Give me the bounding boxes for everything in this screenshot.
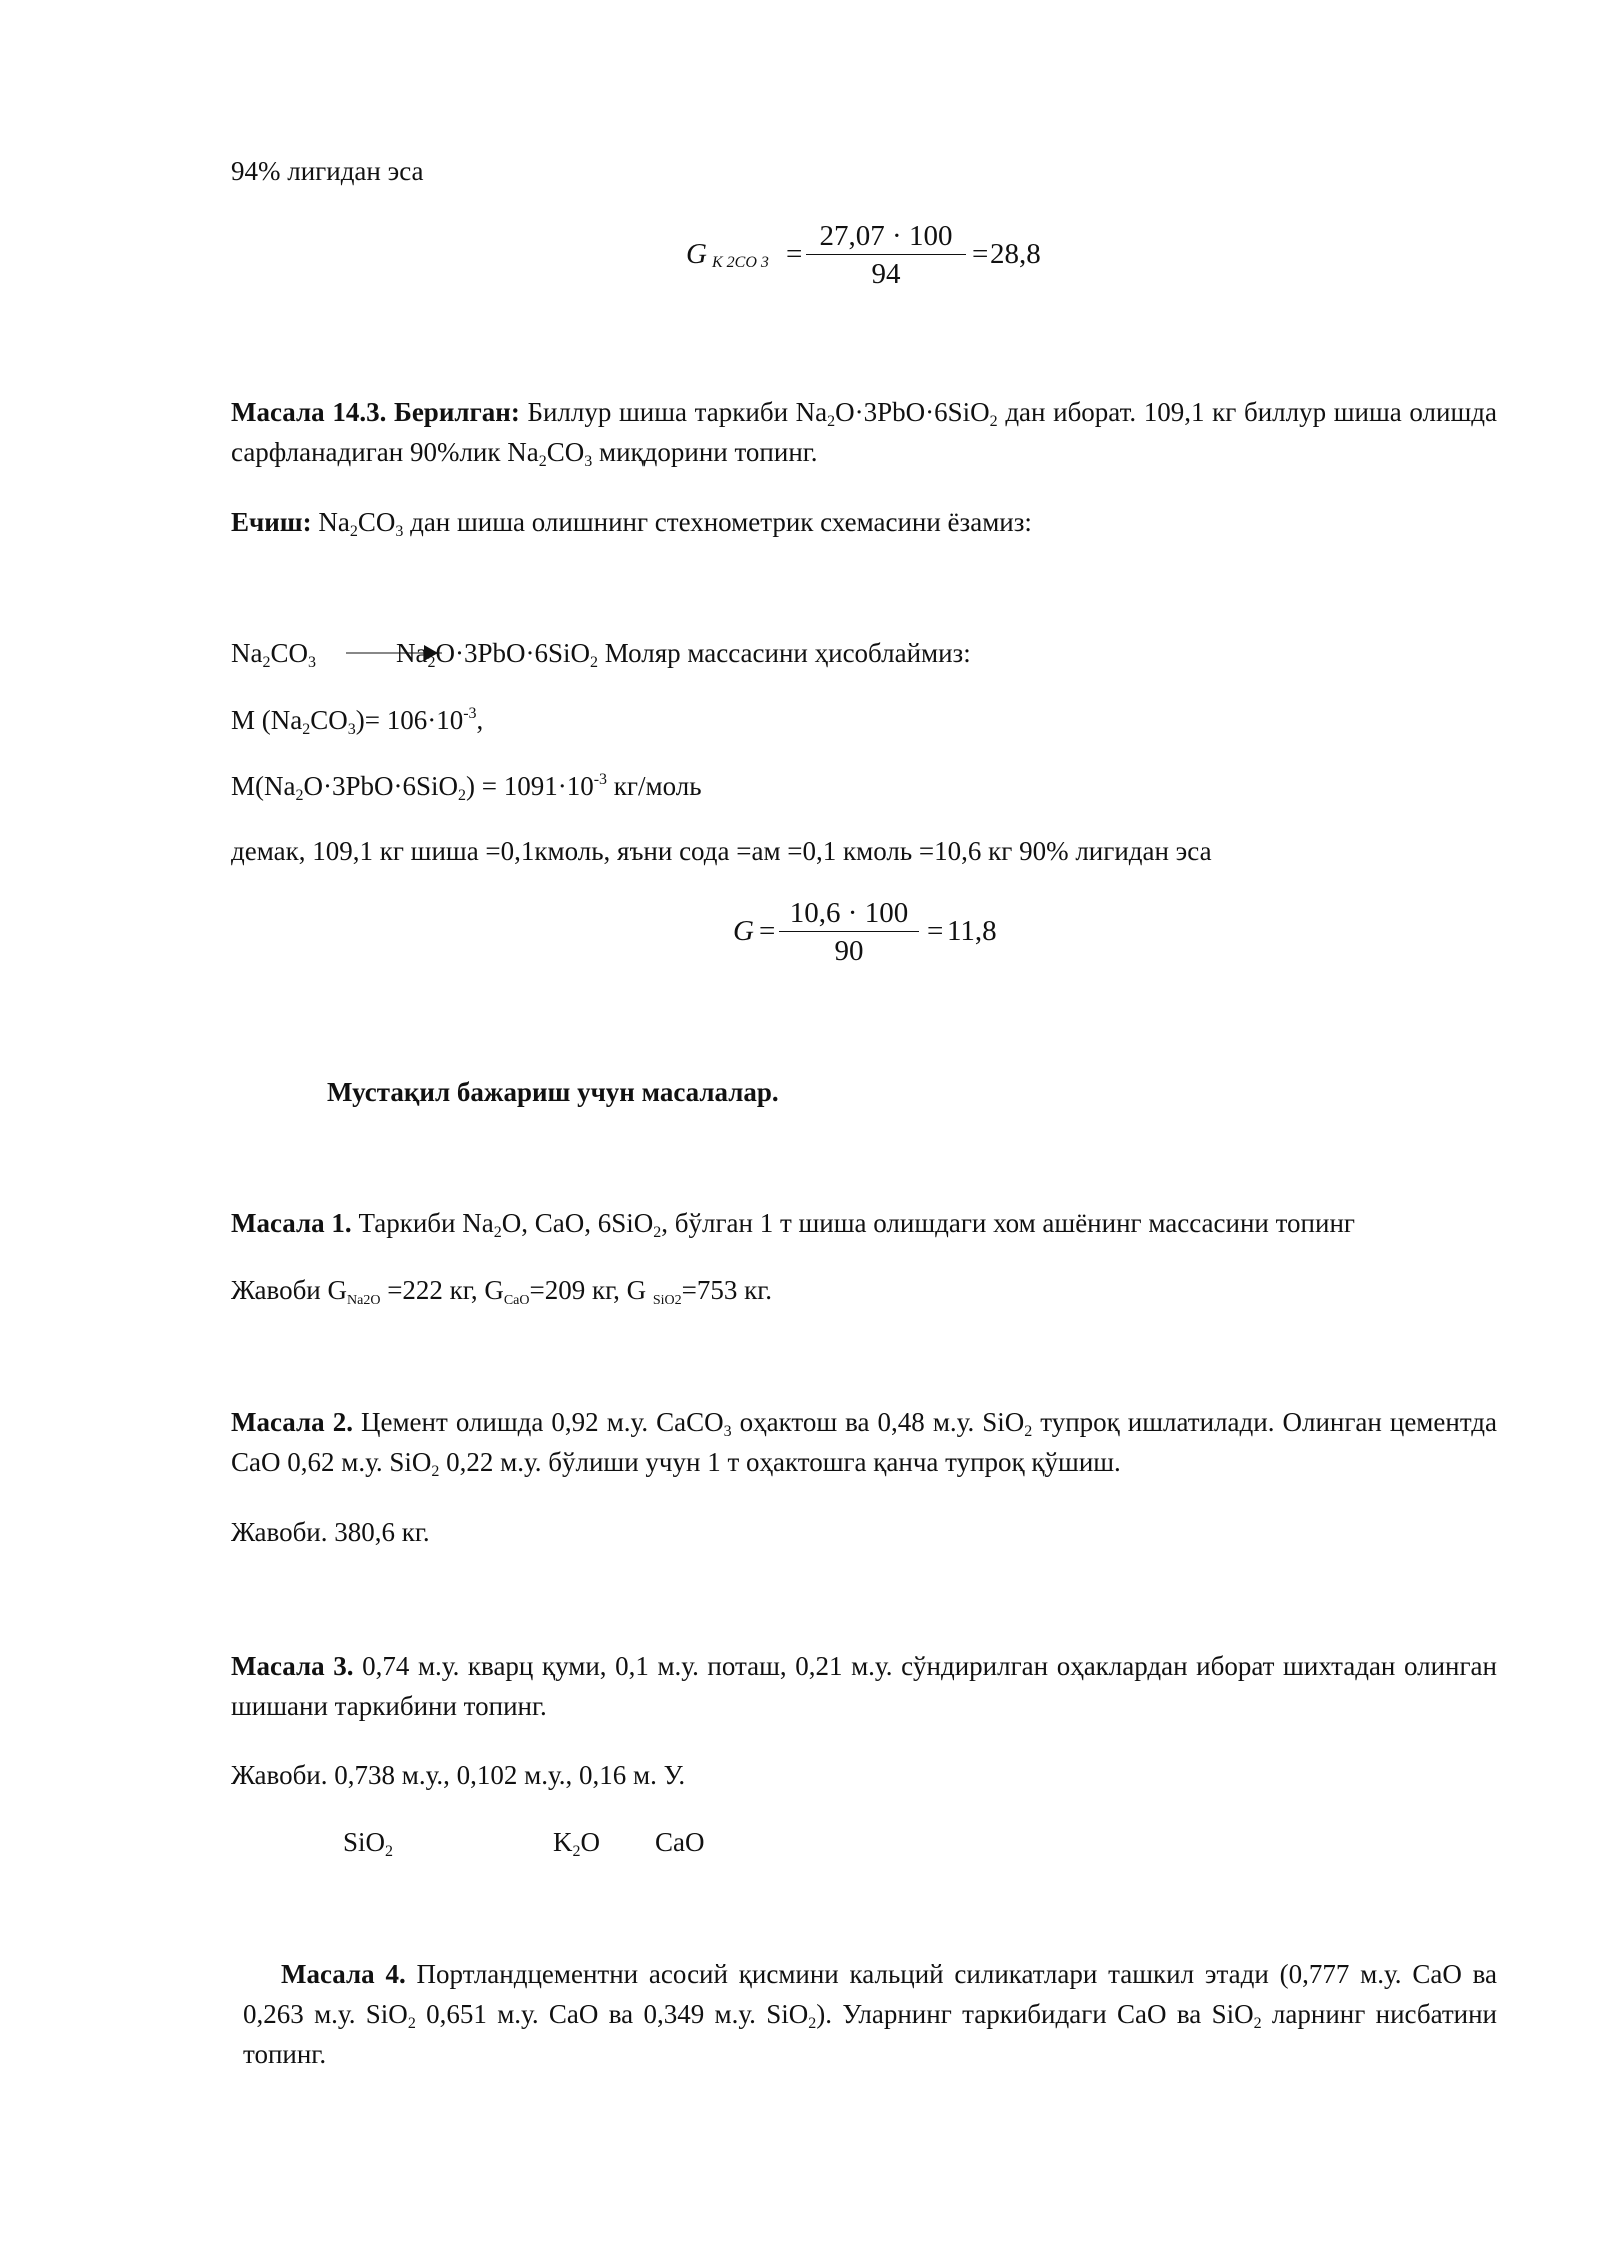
subscript: 2: [538, 453, 547, 470]
problem-14-3-text: Биллур шиша таркиби Na: [519, 397, 828, 427]
formula2-fraction: [779, 895, 919, 970]
formula2-result: 11,8: [947, 915, 997, 947]
subscript: 2: [572, 1843, 581, 1860]
formula1-result: 28,8: [990, 238, 1041, 270]
problem-2-text: 0,22 м.у. бўлиши учун 1 т оҳактошга қанча тупроқ қўшиш.: [439, 1447, 1121, 1477]
section-heading: Мустақил бажариш учун масалалар.: [327, 1077, 779, 1107]
problem-1-answer: [231, 1270, 772, 1310]
subscript: 2: [1253, 2015, 1262, 2032]
subscript: 2: [653, 1224, 662, 1241]
formula1-eq1: =: [786, 238, 803, 270]
problem-4-text: ). Уларнинг таркибидаги CaO ва SiO: [816, 1999, 1254, 2029]
superscript: -3: [593, 771, 608, 788]
solution-line: [231, 502, 1032, 542]
problem-2: [231, 1402, 1497, 1482]
subscript: SiO2: [652, 1293, 682, 1308]
scheme-left: [231, 633, 316, 673]
subscript: 2: [808, 2015, 817, 2032]
subscript: 3: [395, 523, 404, 540]
problem-2-answer: Жавоби. 380,6 кг.: [231, 1517, 430, 1547]
subscript: 2: [458, 787, 466, 804]
scheme-text: Na: [231, 638, 263, 668]
subscript: 2: [407, 2015, 416, 2032]
problem-14-3-text: миқдорини топинг.: [592, 437, 818, 467]
formula2-denominator: 90: [834, 935, 864, 967]
molar-text: M (Na: [231, 705, 303, 735]
problem-1: [231, 1203, 1355, 1243]
problem-4-text: 0,651 м.у. CaO ва 0,349 м.у. SiO: [415, 1999, 809, 2029]
formula1-denominator: 94: [871, 258, 901, 290]
problem-14-3-text: O·3PbO·6SiO: [835, 397, 990, 427]
solution-text: CO: [357, 507, 396, 537]
problem-3-component-k2o: [553, 1822, 600, 1862]
formula1-fraction: [806, 218, 966, 293]
formula2-symbol: G: [733, 915, 754, 947]
molar-text: M(Na: [231, 771, 296, 801]
subscript: 3: [723, 1423, 732, 1440]
subscript: 2: [262, 654, 271, 671]
problem-2-text: тупроқ ишлатилади. Олинган цементда CaO 0,62 м.у. SiO: [231, 1407, 1497, 1477]
molar-text: ,: [476, 705, 484, 735]
scheme-text: O·3PbO·6SiO: [435, 638, 590, 668]
problem-4-text: ларнинг нисбатини топинг.: [243, 1999, 1498, 2069]
problem-3: [231, 1646, 1497, 1726]
formula1-eq2: =: [972, 238, 989, 270]
formula-k2co3: [686, 216, 1046, 296]
formula-soda: [733, 893, 1013, 973]
problem-3-label: Масала 3.: [231, 1651, 354, 1681]
formula1-numerator: 27,07 · 100: [806, 218, 966, 255]
solution-text: Na: [311, 507, 350, 537]
answer-text: Жавоби G: [231, 1275, 348, 1305]
subscript: 2: [385, 1843, 394, 1860]
answer-text: =753 кг.: [681, 1275, 773, 1305]
subscript: 3: [347, 721, 356, 738]
answer-text: =222 кг, G: [380, 1275, 504, 1305]
component-text: O: [580, 1827, 600, 1857]
conclusion-line: демак, 109,1 кг шиша =0,1кмоль, яъни сода =ам =0,1 кмоль =10,6 кг 90% лигидан эса: [231, 836, 1212, 866]
subscript: 2: [349, 523, 358, 540]
formula1-symbol: G: [686, 238, 707, 270]
subscript: 2: [493, 1224, 502, 1241]
molar-text: O·3PbO·6SiO: [303, 771, 458, 801]
solution-label: Ечиш:: [231, 507, 312, 537]
problem-4-label: Масала 4.: [281, 1959, 406, 1989]
scheme-text: Na: [396, 638, 428, 668]
problem-14-3-text: дан иборат. 109,1 кг биллур шиша олишда сарфланадиган 90%лик Na: [231, 397, 1497, 467]
subscript: CaO: [503, 1293, 530, 1308]
molar-text: кг/моль: [607, 771, 702, 801]
formula2-eq1: =: [759, 915, 776, 947]
problem-3-text: 0,74 м.у. кварц қуми, 0,1 м.у. поташ, 0,21 м.у. сўндирилган оҳаклардан иборат шихтадан олинган шишани таркибини топинг.: [231, 1651, 1497, 1721]
answer-text: =209 кг, G: [529, 1275, 653, 1305]
subscript: 2: [590, 654, 598, 671]
problem-14-3-text: CO: [546, 437, 585, 467]
subscript: Na2O: [347, 1293, 381, 1308]
formula2-eq2: =: [927, 915, 944, 947]
molar-text: )= 106·10: [355, 705, 464, 735]
molar-text: ) = 1091·10: [466, 771, 594, 801]
subscript: 2: [302, 721, 311, 738]
solution-text: дан шиша олишнинг стехнометрик схемасини ёзамиз:: [403, 507, 1032, 537]
problem-1-label: Масала 1.: [231, 1208, 352, 1238]
subscript: 2: [827, 413, 836, 430]
problem-3-answer: Жавоби. 0,738 м.у., 0,102 м.у., 0,16 м. У.: [231, 1760, 686, 1790]
subscript: 2: [295, 787, 304, 804]
molar-mass-glass: [231, 766, 702, 806]
component-text: SiO: [343, 1827, 386, 1857]
problem-3-component-cao: CaO: [655, 1827, 705, 1857]
problem-1-text: , бўлган 1 т шиша олишдаги хом ашёнинг массасини топинг: [661, 1208, 1355, 1238]
formula1-subscript: K 2CO 3: [712, 254, 769, 271]
formula2-numerator: 10,6 · 100: [779, 895, 919, 932]
problem-1-text: Таркиби Na: [351, 1208, 494, 1238]
molar-mass-na2co3: [231, 700, 483, 740]
component-text: K: [553, 1827, 573, 1857]
problem-3-component-sio2: [343, 1822, 393, 1862]
problem-14-3: [231, 392, 1497, 472]
subscript: 2: [1024, 1423, 1033, 1440]
subscript: 2: [431, 1463, 440, 1480]
molar-text: CO: [310, 705, 348, 735]
problem-1-text: O, CaO, 6SiO: [501, 1208, 654, 1238]
subscript: 2: [427, 654, 436, 671]
problem-4: [243, 1954, 1497, 2074]
scheme-right: [396, 633, 971, 673]
scheme-text: CO: [270, 638, 308, 668]
subscript: 3: [308, 654, 316, 671]
subscript: 3: [584, 453, 593, 470]
problem-2-text: Цемент олишда 0,92 м.у. CaCO: [352, 1407, 724, 1437]
intro-line: 94% лигидан эса: [231, 156, 424, 186]
superscript: -3: [463, 705, 477, 722]
scheme-text: Моляр массасини ҳисоблаймиз:: [598, 638, 971, 668]
problem-4-text: Портландцементни асосий қисмини кальций силикатлари ташкил этади (0,777 м.у. CaO ва 0,263 м.у. SiO: [243, 1959, 1498, 2029]
problem-2-label: Масала 2.: [231, 1407, 353, 1437]
problem-2-text: оҳактош ва 0,48 м.у. SiO: [731, 1407, 1025, 1437]
subscript: 2: [989, 413, 998, 430]
problem-14-3-label: Масала 14.3. Берилган:: [231, 397, 520, 427]
